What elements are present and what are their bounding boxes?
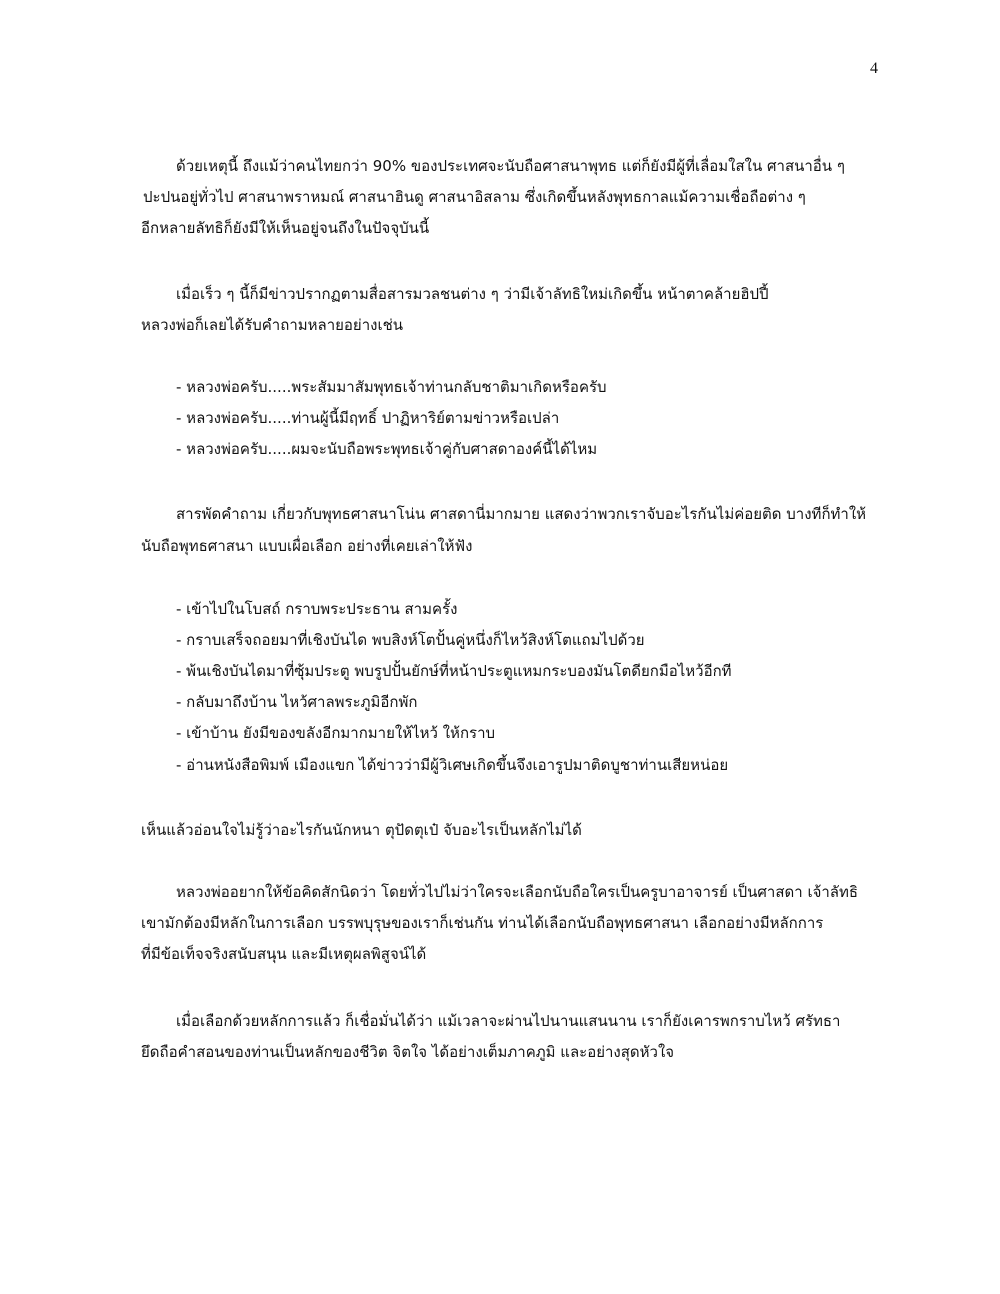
list-item: - กราบเสร็จถอยมาที่เชิงบันได พบสิงห์โตปั้นคู่หนึ่งก็ไหว้สิงห์โตแถมไปด้วย	[176, 631, 645, 649]
paragraph-5-line-2: เขามักต้องมีหลักในการเลือก บรรพบุรุษของเราก็เช่นกัน ท่านได้เลือกนับถือพุทธศาสนา เลือกอย่างมีหลักการ	[141, 914, 824, 932]
list-item: - อ่านหนังสือพิมพ์ เมืองแขก ได้ข่าวว่ามีผู้วิเศษเกิดขึ้นจึงเอารูปมาติดบูชาท่านเสียหน่อย	[176, 756, 729, 774]
list-item: - กลับมาถึงบ้าน ไหว้ศาลพระภูมิอีกพัก	[176, 693, 418, 711]
paragraph-6-line-1: เมื่อเลือกด้วยหลักการแล้ว ก็เชื่อมั่นได้ว่า แม้เวลาจะผ่านไปนานแสนนาน เราก็ยังเคารพกราบไหว้ ศรัทธา	[176, 1012, 841, 1030]
list-item: - พ้นเชิงบันไดมาที่ซุ้มประตู พบรูปปั้นยักษ์ที่หน้าประตูแหมกระบองมันโตดียกมือไหว้อีกที	[176, 662, 732, 680]
paragraph-2-line-2: หลวงพ่อก็เลยได้รับคำถามหลายอย่างเช่น	[141, 316, 404, 334]
paragraph-1-line-3: อีกหลายลัทธิก็ยังมีให้เห็นอยู่จนถึงในปัจจุบันนี้	[141, 219, 430, 237]
list-item: - เข้าบ้าน ยังมีของขลังอีกมากมายให้ไหว้ ให้กราบ	[176, 724, 496, 742]
paragraph-3-line-1: สารพัดคำถาม เกี่ยวกับพุทธศาสนาโน่น ศาสดานี่มากมาย แสดงว่าพวกเราจับอะไรกันไม่ค่อยติด บางทีก็ทำให้	[176, 505, 867, 523]
paragraph-5-line-3: ที่มีข้อเท็จจริงสนับสนุน และมีเหตุผลพิสูจน์ได้	[141, 945, 427, 963]
paragraph-3-line-2: นับถือพุทธศาสนา แบบเผื่อเลือก อย่างที่เคยเล่าให้ฟัง	[141, 537, 473, 555]
question-item: - หลวงพ่อครับ.....ผมจะนับถือพระพุทธเจ้าคู่กับศาสดาองค์นี้ได้ไหม	[176, 440, 598, 458]
question-item: - หลวงพ่อครับ.....พระสัมมาสัมพุทธเจ้าท่านกลับชาติมาเกิดหรือครับ	[176, 378, 607, 396]
paragraph-4-line-1: เห็นแล้วอ่อนใจไม่รู้ว่าอะไรกันนักหนา ตุปัดตุเป๋ จับอะไรเป็นหลักไม่ได้	[141, 821, 582, 839]
paragraph-2-line-1: เมื่อเร็ว ๆ นี้ก็มีข่าวปรากฏตามสื่อสารมวลชนต่าง ๆ ว่ามีเจ้าลัทธิใหม่เกิดขึ้น หน้าตาคล้ายฮิปปี้	[176, 285, 769, 303]
question-item: - หลวงพ่อครับ.....ท่านผู้นี้มีฤทธิ์ ปาฏิหาริย์ตามข่าวหรือเปล่า	[176, 409, 560, 427]
paragraph-1-line-2: ปะปนอยู่ทั่วไป ศาสนาพราหมณ์ ศาสนาฮินดู ศาสนาอิสลาม ซึ่งเกิดขึ้นหลังพุทธกาลแม้ความเชื่อถือต่าง ๆ	[143, 188, 806, 206]
paragraph-6-line-2: ยึดถือคำสอนของท่านเป็นหลักของชีวิต จิตใจ ได้อย่างเต็มภาคภูมิ และอย่างสุดหัวใจ	[141, 1043, 675, 1061]
paragraph-1-line-1: ด้วยเหตุนี้ ถึงแม้ว่าคนไทยกว่า 90% ของประเทศจะนับถือศาสนาพุทธ แต่ก็ยังมีผู้ที่เลื่อมใสใน ศาสนาอื่น ๆ	[176, 157, 845, 175]
page-number: 4	[870, 60, 878, 77]
paragraph-5-line-1: หลวงพ่ออยากให้ข้อคิดสักนิดว่า โดยทั่วไปไม่ว่าใครจะเลือกนับถือใครเป็นครูบาอาจารย์ เป็นศาสดา เจ้าลัทธิ	[176, 883, 859, 901]
list-item: - เข้าไปในโบสถ์ กราบพระประธาน สามครั้ง	[176, 600, 458, 618]
